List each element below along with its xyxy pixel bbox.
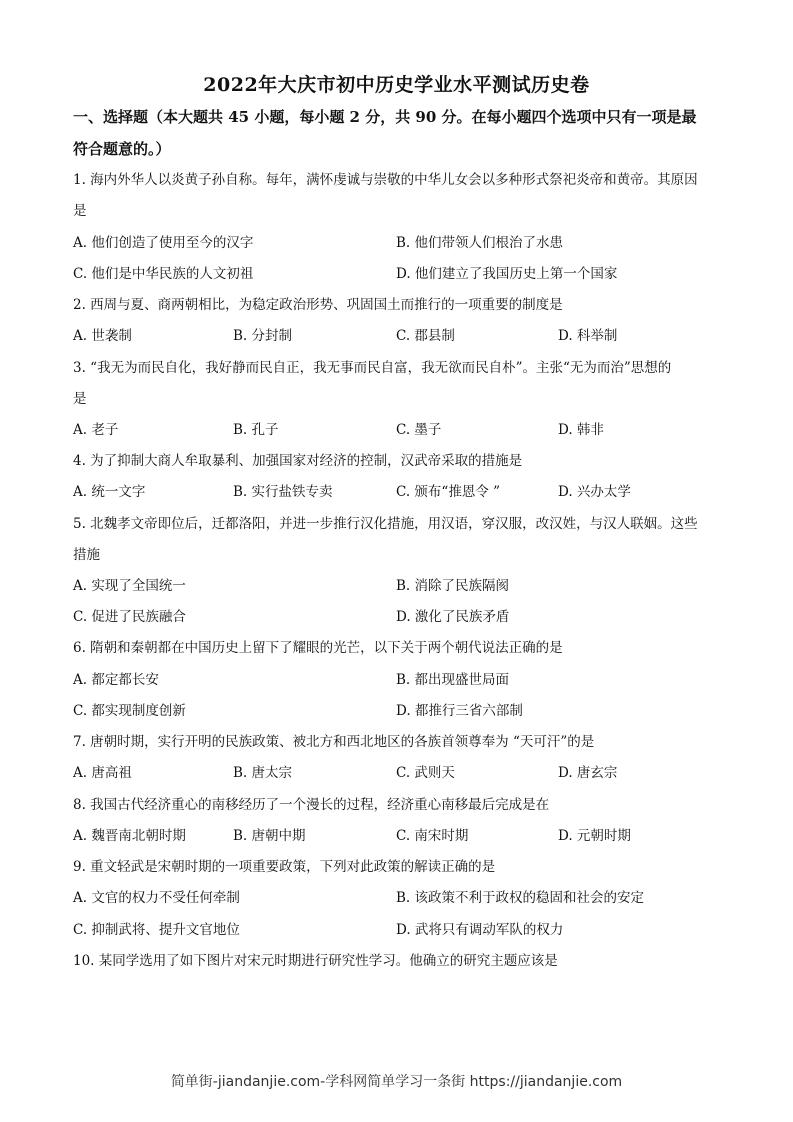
- question-5-stem: 5. 北魏孝文帝即位后，迁都洛阳，并进一步推行汉化措施，用汉语，穿汉服，改汉姓，与汉人联姻。这些: [73, 516, 698, 532]
- question-6-option-d: D. 都推行三省六部制: [396, 703, 523, 719]
- question-2-option-b: B. 分封制: [233, 328, 293, 344]
- question-5-option-c: C. 促进了民族融合: [73, 609, 186, 625]
- question-2-stem: 2. 西周与夏、商两朝相比，为稳定政治形势、巩固国土而推行的一项重要的制度是: [73, 297, 563, 313]
- question-5-stem-cont: 措施: [73, 547, 100, 563]
- section-heading-line-1: 一、选择题（本大题共 45 小题，每小题 2 分，共 90 分。在每小题四个选项中只有一项是最: [73, 108, 697, 126]
- question-1-stem-cont: 是: [73, 203, 87, 219]
- question-3-stem-cont: 是: [73, 391, 87, 407]
- question-8-option-a: A. 魏晋南北朝时期: [73, 828, 186, 844]
- question-4-option-a: A. 统一文字: [73, 484, 146, 500]
- question-7-option-d: D. 唐玄宗: [558, 765, 618, 781]
- question-8-stem: 8. 我国古代经济重心的南移经历了一个漫长的过程，经济重心南移最后完成是在: [73, 797, 550, 813]
- question-5-option-d: D. 激化了民族矛盾: [396, 609, 510, 625]
- question-3-option-c: C. 墨子: [396, 422, 442, 438]
- question-9-option-c: C. 抑制武将、提升文官地位: [73, 922, 240, 938]
- question-3-stem: 3. “我无为而民自化，我好静而民自正，我无事而民自富，我无欲而民自朴”。主张“无为而治”思想的: [73, 360, 672, 376]
- question-2-option-d: D. 科举制: [558, 328, 618, 344]
- question-9-option-b: B. 该政策不利于政权的稳固和社会的安定: [396, 890, 645, 906]
- question-9-option-d: D. 武将只有调动军队的权力: [396, 922, 564, 938]
- question-5-option-a: A. 实现了全国统一: [73, 578, 186, 594]
- question-1-option-d: D. 他们建立了我国历史上第一个国家: [396, 266, 618, 282]
- question-4-option-c: C. 颁布“推恩令 ”: [396, 484, 501, 500]
- question-1-option-c: C. 他们是中华民族的人文初祖: [73, 266, 254, 282]
- question-4-option-b: B. 实行盐铁专卖: [233, 484, 333, 500]
- question-2-option-a: A. 世袭制: [73, 328, 132, 344]
- section-heading-line-2: 符合题意的。）: [73, 140, 171, 158]
- question-5-option-b: B. 消除了民族隔阂: [396, 578, 510, 594]
- question-1-stem: 1. 海内外华人以炎黄子孙自称。每年，满怀虔诚与崇敬的中华儿女会以多种形式祭祀炎帝和黄帝。其原因: [73, 172, 698, 188]
- question-8-option-c: C. 南宋时期: [396, 828, 469, 844]
- question-6-option-c: C. 都实现制度创新: [73, 703, 186, 719]
- question-3-option-b: B. 孔子: [233, 422, 279, 438]
- question-8-option-d: D. 元朝时期: [558, 828, 631, 844]
- question-1-option-b: B. 他们带领人们根治了水患: [396, 235, 564, 251]
- question-3-option-a: A. 老子: [73, 422, 119, 438]
- question-3-option-d: D. 韩非: [558, 422, 604, 438]
- question-4-stem: 4. 为了抑制大商人牟取暴利、加强国家对经济的控制，汉武帝采取的措施是: [73, 453, 523, 469]
- page-footer-watermark: 简单街-jiandanjie.com-学科网简单学习一条街 https://jiandanjie.com: [170, 1074, 623, 1090]
- question-1-option-a: A. 他们创造了使用至今的汉字: [73, 235, 254, 251]
- page-title: 2022年大庆市初中历史学业水平测试历史卷: [203, 74, 590, 96]
- question-6-option-a: A. 都定都长安: [73, 672, 159, 688]
- question-7-stem: 7. 唐朝时期，实行开明的民族政策、被北方和西北地区的各族首领尊奉为 “天可汗”的是: [73, 734, 595, 750]
- question-9-option-a: A. 文官的权力不受任何牵制: [73, 890, 240, 906]
- question-7-option-b: B. 唐太宗: [233, 765, 293, 781]
- question-8-option-b: B. 唐朝中期: [233, 828, 306, 844]
- question-9-stem: 9. 重文轻武是宋朝时期的一项重要政策，下列对此政策的解读正确的是: [73, 859, 496, 875]
- question-6-option-b: B. 都出现盛世局面: [396, 672, 510, 688]
- question-4-option-d: D. 兴办太学: [558, 484, 631, 500]
- question-2-option-c: C. 郡县制: [396, 328, 455, 344]
- question-6-stem: 6. 隋朝和秦朝都在中国历史上留下了耀眼的光芒，以下关于两个朝代说法正确的是: [73, 640, 563, 656]
- question-10-stem: 10. 某同学选用了如下图片对宋元时期进行研究性学习。他确立的研究主题应该是: [73, 953, 558, 969]
- question-7-option-c: C. 武则天: [396, 765, 455, 781]
- question-7-option-a: A. 唐高祖: [73, 765, 132, 781]
